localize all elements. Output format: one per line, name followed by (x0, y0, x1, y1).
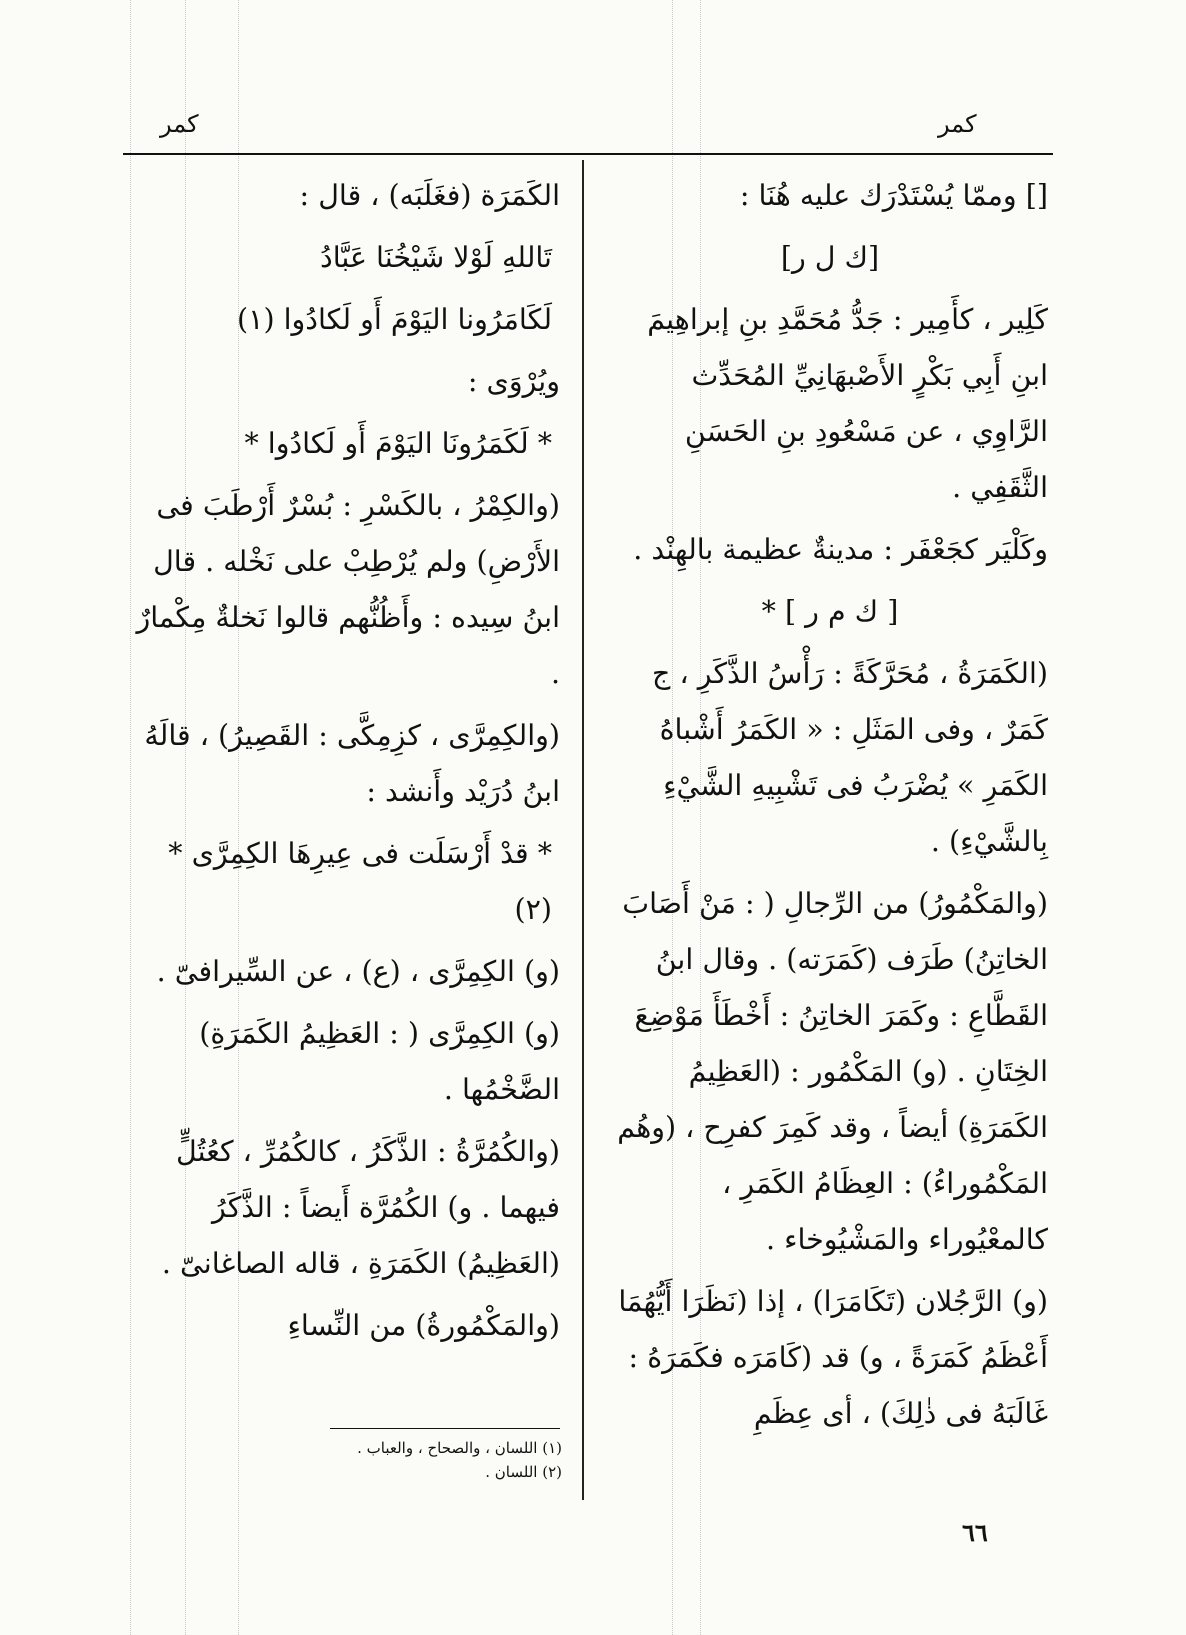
column-divider (582, 160, 584, 1500)
right-column (612, 168, 1048, 1448)
paragraph: (والكُمُرَّةُ : الذَّكَرُ ، كالكُمُرِّ ، كعُتُلٍّ فيهما . و) الكُمُرَّة أَيضاً : الذَّكَرُ (العَظِيمُ) الكَمَرَةِ ، قاله الصاغانىّ . (161, 1135, 560, 1280)
footnote-rule (330, 1428, 560, 1429)
paragraph: وكَلْيَر كجَعْفَر : مدينةٌ عظيمة بالهِنْد . (633, 533, 1048, 566)
header-word-left: كمر (160, 110, 199, 138)
verse-line: * قدْ أَرْسَلَت فى عِيرِهَا الكِمِرَّى * (٢) (168, 837, 552, 926)
verse-line: لَكَامَرُونا اليَوْمَ أَو لَكادُوا (١) (237, 303, 552, 336)
header-word-right: كمر (938, 110, 977, 138)
paragraph: (و) الكِمِرَّى ( : العَظِيمُ الكَمَرَةِ) الضَّخْمُها . (199, 1017, 560, 1106)
section-intro: [] وممّا يُسْتَدْرَك عليه هُنَا : (739, 179, 1048, 212)
verse-line: تَاللهِ لَوْلا شَيْخُنَا عَبَّادُ (320, 241, 552, 274)
paragraph: (الكَمَرَةُ ، مُحَرَّكَةً : رَأْسُ الذَّكَرِ ، ج كَمَرٌ ، وفى المَثَلِ : « الكَمَرُ أَشْباهُ الكَمَرِ » يُضْرَبُ فى تَشْبِيهِ الشَّيْءِ بِالشَّيْءِ) . (652, 657, 1048, 858)
verse-line: * لَكَمَرُونَا اليَوْمَ أَو لَكادُوا * (244, 427, 552, 460)
page-number: ٦٦ (962, 1518, 988, 1547)
footnote: (١) اللسان ، والصحاح ، والعباب . (357, 1439, 562, 1457)
entry-heading-klr: [ك ل ر] (780, 241, 880, 274)
footnote: (٢) اللسان . (485, 1463, 562, 1481)
paragraph: (والكِمِرَّى ، كزِمِكَّى : القَصِيرُ) ، قالَهُ ابنُ دُرَيْد وأَنشد : (144, 719, 560, 808)
paragraph: (والكِمْرُ ، بالكَسْرِ : بُسْرٌ أَرْطَبَ فى الأَرْضِ) ولم يُرْطِبْ على نَخْله . قال ابنُ سِيده : وأَظُنُّهم قالوا نَخلةٌ مِكْمارٌ . (136, 489, 560, 690)
paragraph: (والمَكْمُورُ) من الرِّجالِ ( : مَنْ أَصَابَ الخاتِنُ) طَرَف (كَمَرَته) . وقال ابنُ القَطَّاعِ : وكَمَرَ الخاتِنُ : أَخْطَأَ مَوْضِعَ الخِتَانِ . (و) المَكْمُور : (العَظِيمُ الكَمَرَةِ) أيضاً ، وقد كَمِرَ كفرِح ، (وهُم المَكْمُوراءُ) : العِظَامُ الكَمَرِ ، كالمعْيُوراء والمَشْيُوخاء . (617, 887, 1048, 1256)
paragraph: (و) الرَّجُلان (تَكَامَرَا) ، إذا (نَظَرَا أَيُّهُمَا أَعْظَمُ كَمَرَةً ، و) قد (كَامَرَه فكَمَرَهُ : غَالَبَهُ فى ذٰلِكَ) ، أى عِظَمِ (618, 1285, 1048, 1430)
paragraph: (والمَكْمُورةُ) من النِّساءِ (287, 1309, 560, 1342)
paragraph: كَلِير ، كأَمِير : جَدُّ مُحَمَّدِ بنِ إبراهِيمَ ابنِ أَبِي بَكْرٍ الأَصْبهَانِيِّ المُحَدِّث الرَّاوِي ، عن مَسْعُودِ بنِ الحَسَنِ الثَّقَفِي . (647, 303, 1048, 504)
paragraph: الكَمَرَة (فغَلَبَه) ، قال : (299, 179, 560, 212)
footnotes (300, 1436, 562, 1484)
entry-heading-kmr: [ ك م ر ] * (761, 595, 899, 628)
header-rule (123, 153, 1053, 155)
paragraph: ويُرْوَى : (467, 365, 560, 398)
paragraph: (و) الكِمِرَّى ، (ع) ، عن السِّيرافىّ . (156, 955, 560, 988)
left-column (123, 168, 560, 1360)
